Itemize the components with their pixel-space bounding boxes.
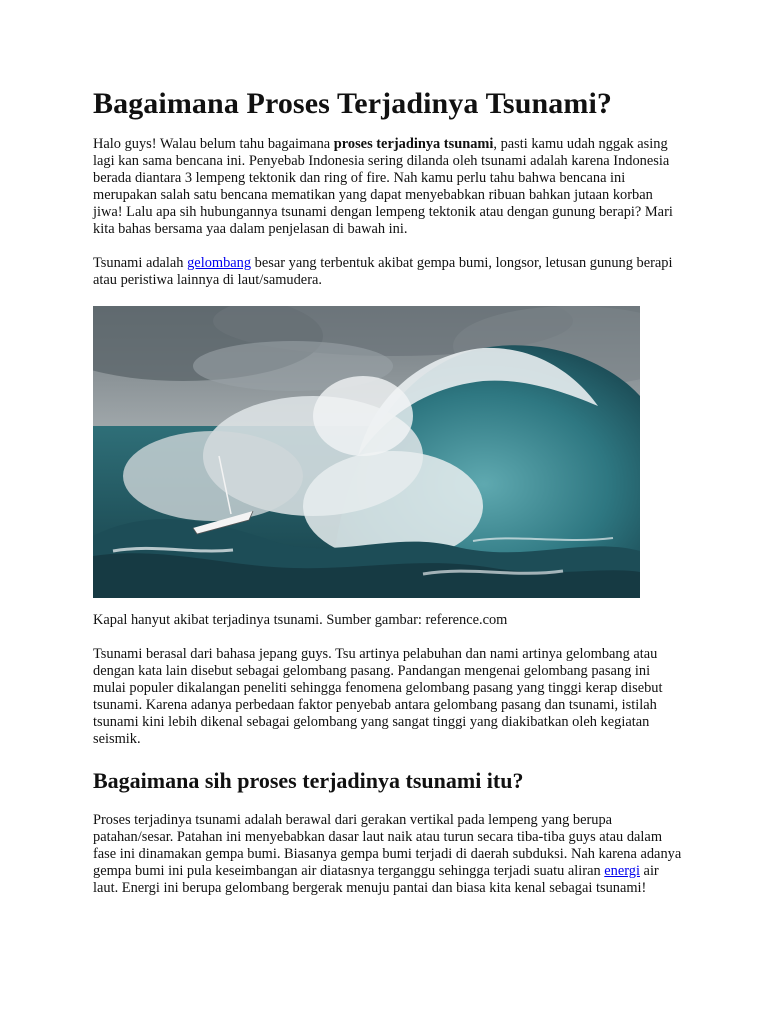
article — [93, 86, 683, 914]
process-paragraph — [93, 812, 683, 897]
intro-text-end: , pasti kamu udah nggak asing lagi kan sama bencana ini. Penyebab Indonesia sering dilanda oleh tsunami adalah karena Indonesia berada diantara 3 lempeng tektonik dan ring of fire. Nah kamu perlu tahu bahwa bencana ini merupakan salah satu bencana mematikan yang dapat menyebabkan ribuan bahkan jutaan korban jiwa! Lalu apa sih hubungannya tsunami dengan lempeng tektonik atau dengan gunung berapi? Mari kita bahas bersama yaa dalam penjelasan di bawah ini. — [93, 136, 673, 237]
intro-text-start: Halo guys! Walau belum tahu bagaimana — [93, 136, 334, 152]
etymology-paragraph: Tsunami berasal dari bahasa jepang guys. Tsu artinya pelabuhan dan nami artinya gelombang atau dengan kata lain disebut sebagai gelombang pasang. Pandangan mengenai gelombang pasang ini mulai populer dikalangan peneliti sehingga fenomena gelombang pasang yang tinggi kerap disebut tsunami. Karena adanya perbedaan faktor penyebab antara gelombang pasang dan tsunami, istilah tsunami kini lebih dikenal sebagai gelombang yang sangat tinggi yang diakibatkan oleh kegiatan seismik. — [93, 646, 663, 747]
definition-text-end: besar yang terbentuk akibat gempa bumi, longsor, letusan gunung berapi atau peristiwa lainnya di laut/samudera. — [93, 255, 673, 288]
section-heading: Bagaimana sih proses terjadinya tsunami itu? — [93, 768, 524, 793]
article-title: Bagaimana Proses Terjadinya Tsunami? — [93, 87, 613, 120]
definition-text-start: Tsunami adalah — [93, 255, 188, 271]
image-caption: Kapal hanyut akibat terjadinya tsunami. Sumber gambar: reference.com — [93, 612, 508, 628]
wave-illustration — [93, 306, 640, 598]
intro-bold-phrase: proses terjadinya tsunami — [333, 136, 494, 152]
definition-paragraph — [93, 255, 683, 289]
tsunami-wave-photo — [93, 306, 640, 598]
intro-paragraph — [93, 136, 683, 238]
process-text-start: Proses terjadinya tsunami adalah berawal dari gerakan vertikal pada lempeng yang berupa patahan/sesar. Patahan ini menyebabkan dasar laut naik atau turun secara tiba-tiba guys atau dalam fase ini dinamakan gempa bumi. Biasanya gempa bumi terjadi di daerah subduksi. Nah karena adanya gempa bumi ini pula keseimbangan air diatasnya terganggu sehingga terjadi suatu aliran — [93, 812, 682, 879]
gelombang-link[interactable]: gelombang — [187, 255, 252, 271]
process-text-end: air laut. Energi ini berupa gelombang bergerak menuju pantai dan biasa kita kenal sebagai tsunami! — [93, 863, 659, 896]
energi-link[interactable]: energi — [604, 863, 640, 879]
